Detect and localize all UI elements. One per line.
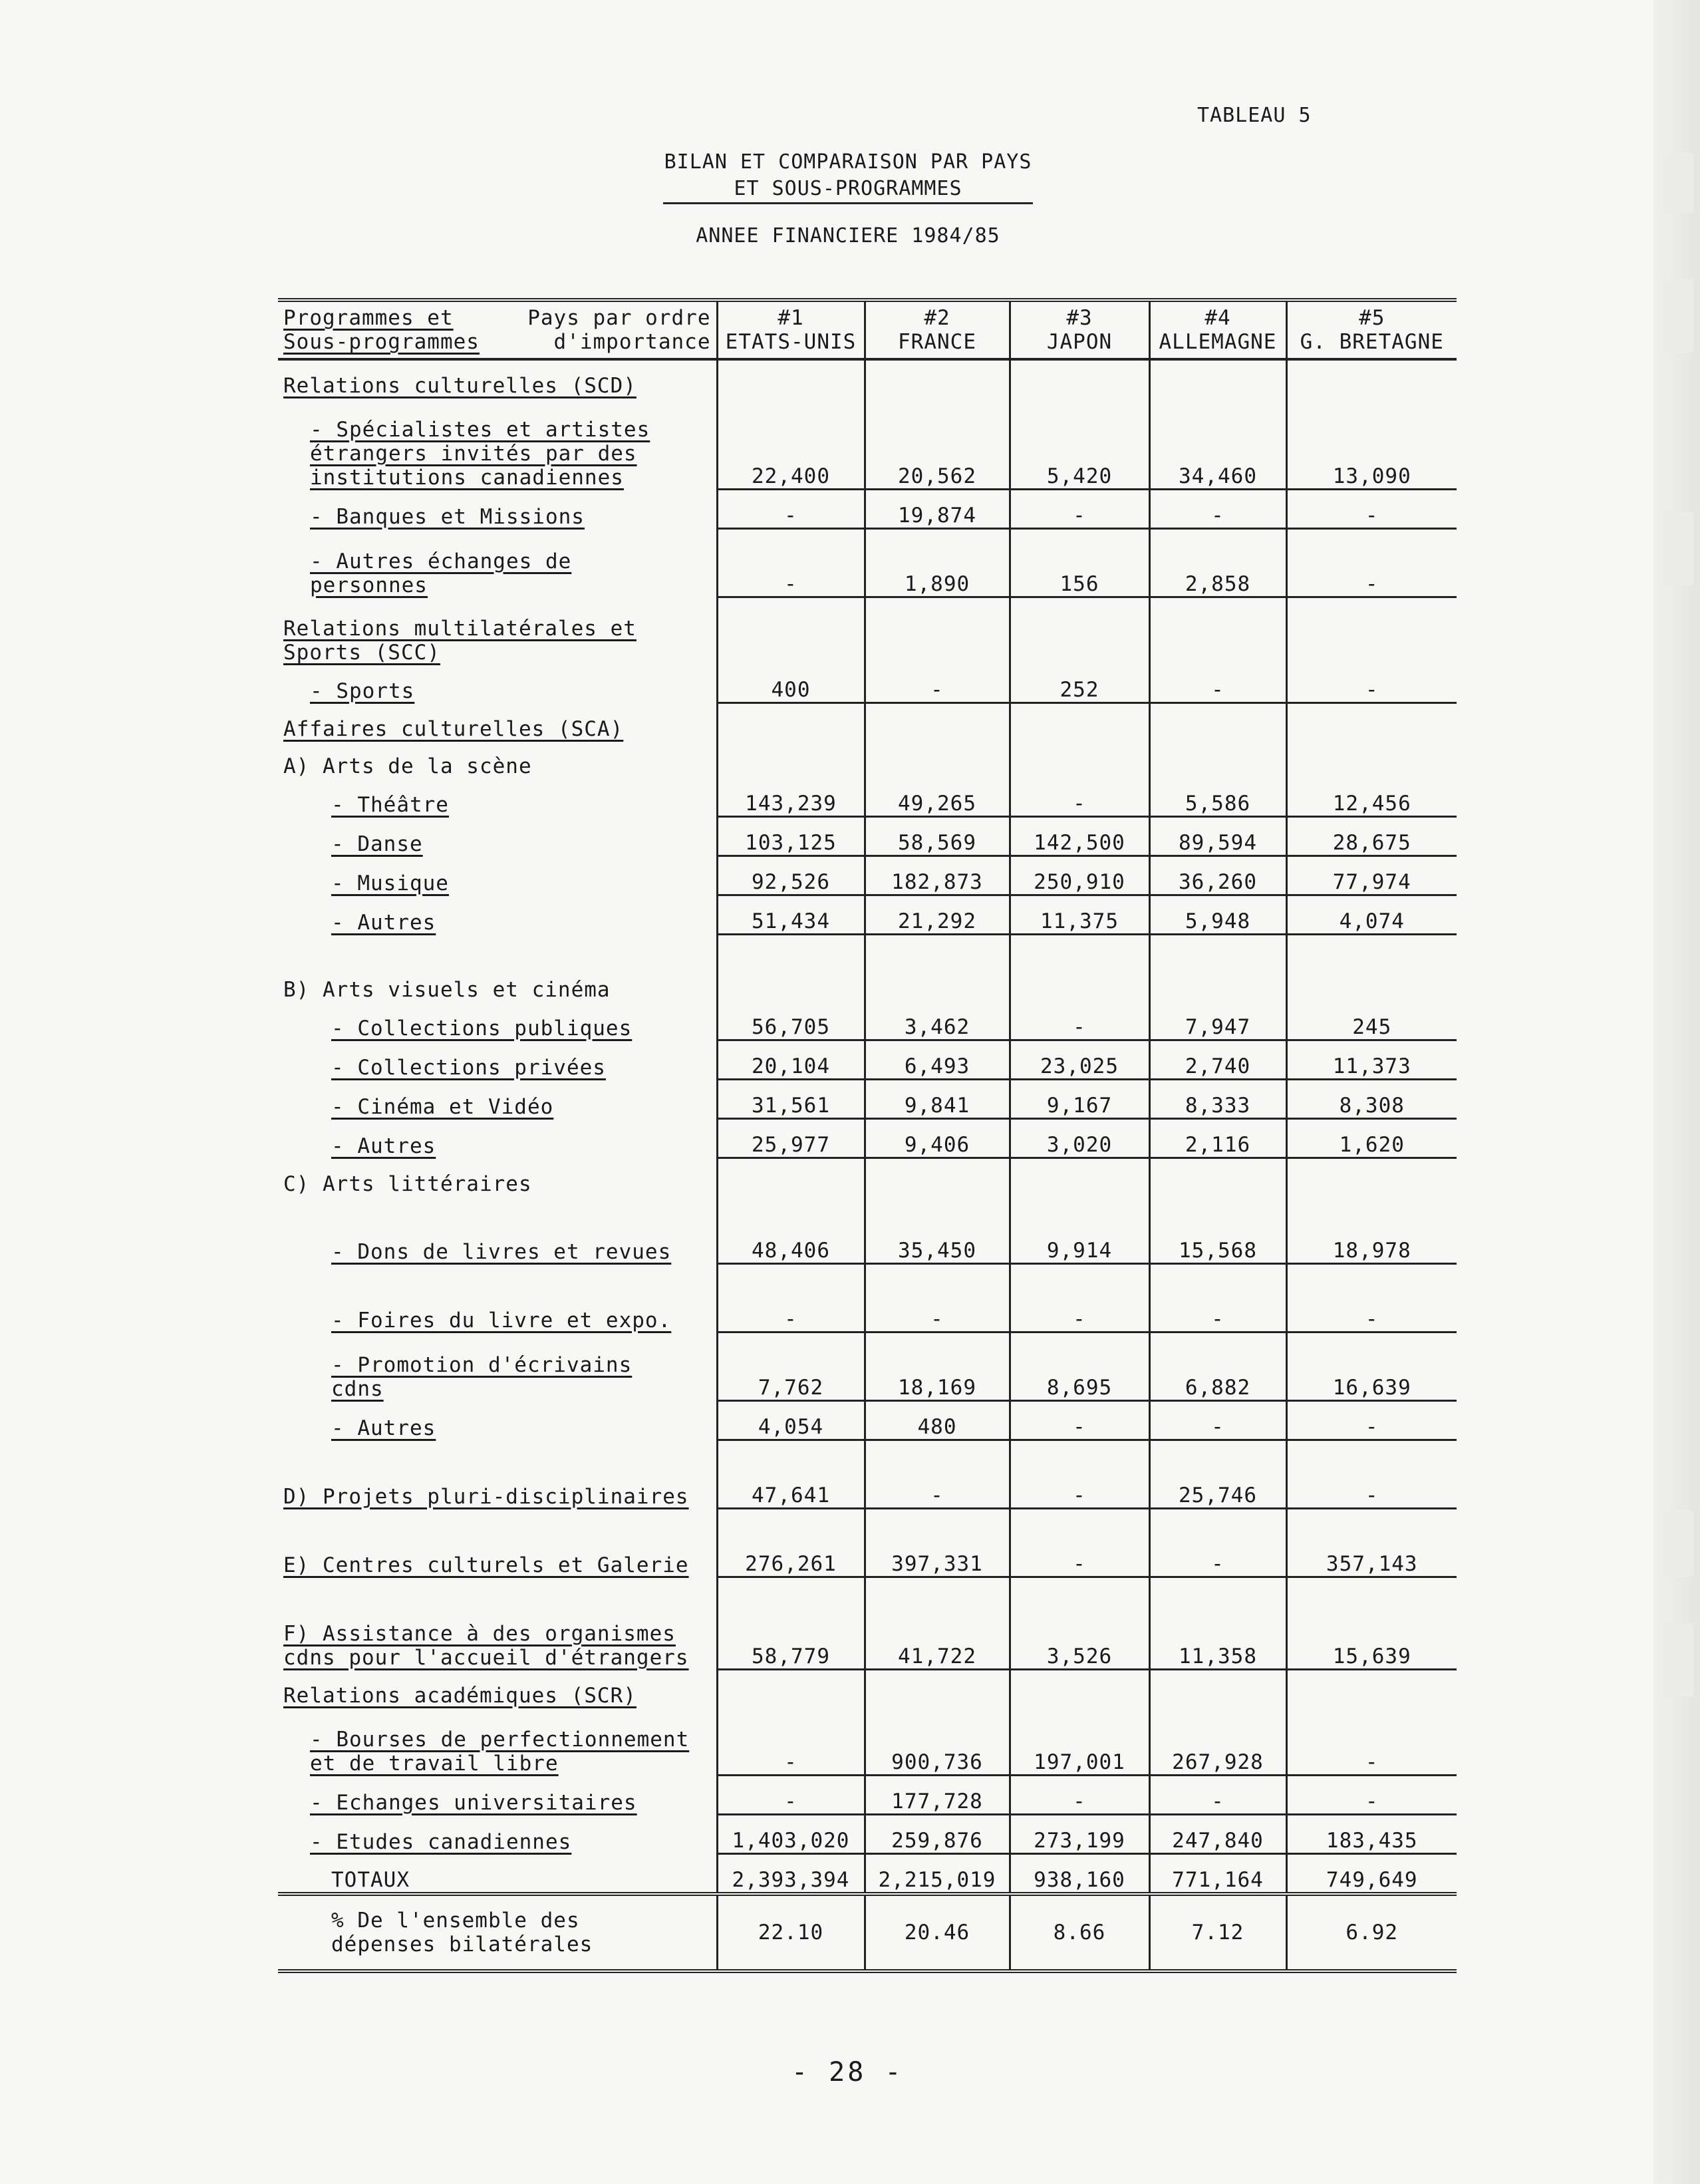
value-cell: - — [717, 1264, 865, 1332]
table-row — [278, 1854, 1457, 1895]
value-cell: 245 — [1286, 1002, 1457, 1040]
table-row — [278, 1040, 1457, 1080]
col-country: ETATS-UNIS — [725, 330, 857, 354]
value-cell: 5,948 — [1149, 895, 1286, 935]
value-cell: 51,434 — [717, 895, 865, 935]
table-row — [278, 1440, 1457, 1509]
header-col-4 — [1149, 300, 1286, 359]
header-col-2 — [865, 300, 1010, 359]
row-label: - Banques et Missions — [310, 504, 585, 529]
value-cell: 20,104 — [717, 1040, 865, 1080]
table-row — [278, 1264, 1457, 1332]
value-cell: - — [865, 1440, 1010, 1509]
row-label: B) Arts visuels et cinéma — [283, 978, 611, 1002]
col-rank: #1 — [778, 306, 804, 330]
value-cell: 9,167 — [1010, 1080, 1149, 1119]
value-cell — [865, 597, 1010, 665]
value-cell — [717, 741, 865, 778]
table-row — [278, 817, 1457, 856]
value-cell: - — [1286, 1440, 1457, 1509]
row-label-cell — [278, 1708, 717, 1776]
row-label: F) Assistance à des organismes cdns pour l'accueil d'étrangers — [283, 1621, 689, 1670]
value-cell: 3,526 — [1010, 1577, 1149, 1670]
header-programmes-label: Programmes et — [283, 306, 454, 330]
row-label: - Collections publiques — [331, 1016, 633, 1040]
title-line-2: ET SOUS-PROGRAMMES — [734, 177, 962, 200]
edge-mark — [1663, 1623, 1693, 1696]
value-cell: 357,143 — [1286, 1509, 1457, 1577]
row-label: - Cinéma et Vidéo — [331, 1094, 554, 1119]
row-label: - Etudes canadiennes — [310, 1829, 572, 1854]
value-cell: 20,562 — [865, 398, 1010, 490]
edge-mark — [1663, 153, 1693, 213]
header-importance-label: d'importance — [553, 330, 711, 354]
value-cell: 16,639 — [1286, 1332, 1457, 1401]
value-cell: 183,435 — [1286, 1815, 1457, 1854]
value-cell: 3,020 — [1010, 1119, 1149, 1158]
value-cell: 15,568 — [1149, 1196, 1286, 1264]
value-cell — [717, 1158, 865, 1197]
row-label-cell — [278, 1776, 717, 1815]
table-number: TABLEAU 5 — [1197, 104, 1312, 127]
value-cell: - — [1010, 1401, 1149, 1440]
value-cell: - — [1286, 529, 1457, 597]
value-cell: 267,928 — [1149, 1708, 1286, 1776]
value-cell: - — [1149, 1401, 1286, 1440]
table-row — [278, 1080, 1457, 1119]
value-cell: - — [1149, 490, 1286, 529]
value-cell — [1149, 1158, 1286, 1197]
fiscal-year: ANNEE FINANCIERE 1984/85 — [696, 224, 1000, 247]
value-cell: 3,462 — [865, 1002, 1010, 1040]
value-cell: 771,164 — [1149, 1854, 1286, 1895]
value-cell: 8,308 — [1286, 1080, 1457, 1119]
value-cell — [1286, 597, 1457, 665]
row-label-cell — [278, 741, 717, 778]
value-cell: 142,500 — [1010, 817, 1149, 856]
value-cell: 13,090 — [1286, 398, 1457, 490]
value-cell: - — [1286, 1401, 1457, 1440]
value-cell: 49,265 — [865, 778, 1010, 817]
value-cell: 273,199 — [1010, 1815, 1149, 1854]
value-cell — [1286, 935, 1457, 1003]
table-row — [278, 529, 1457, 597]
col-country: G. BRETAGNE — [1300, 330, 1444, 354]
col-country: JAPON — [1046, 330, 1113, 354]
value-cell: 35,450 — [865, 1196, 1010, 1264]
value-cell — [1010, 1670, 1149, 1708]
value-cell: 2,215,019 — [865, 1854, 1010, 1895]
row-label-cell — [278, 1332, 717, 1401]
table-row — [278, 398, 1457, 490]
row-label-cell — [278, 1509, 717, 1577]
value-cell: 89,594 — [1149, 817, 1286, 856]
row-label: - Bourses de perfectionnement et de travail libre — [310, 1727, 690, 1776]
value-cell: 6,882 — [1149, 1332, 1286, 1401]
value-cell: 247,840 — [1149, 1815, 1286, 1854]
row-label-cell — [278, 1080, 717, 1119]
value-cell — [865, 1670, 1010, 1708]
value-cell: 2,393,394 — [717, 1854, 865, 1895]
table-row — [278, 1332, 1457, 1401]
header-col-1 — [717, 300, 865, 359]
row-label: - Echanges universitaires — [310, 1790, 637, 1815]
row-label: % De l'ensemble des dépenses bilatérales — [331, 1909, 593, 1956]
row-label-cell — [278, 665, 717, 703]
row-label-cell — [278, 856, 717, 895]
value-cell: 143,239 — [717, 778, 865, 817]
row-label: - Autres — [331, 1134, 436, 1158]
value-cell — [1149, 359, 1286, 398]
value-cell: 2,740 — [1149, 1040, 1286, 1080]
value-cell: 31,561 — [717, 1080, 865, 1119]
value-cell: - — [1010, 490, 1149, 529]
value-cell: - — [1149, 1509, 1286, 1577]
value-cell: 5,420 — [1010, 398, 1149, 490]
row-label: TOTAUX — [331, 1868, 410, 1892]
value-cell: 177,728 — [865, 1776, 1010, 1815]
value-cell: 18,978 — [1286, 1196, 1457, 1264]
edge-mark — [1663, 1510, 1693, 1577]
row-label-cell — [278, 1894, 717, 1971]
value-cell — [1010, 703, 1149, 742]
value-cell: 58,569 — [865, 817, 1010, 856]
row-label-cell — [278, 1158, 717, 1197]
value-cell: 21,292 — [865, 895, 1010, 935]
value-cell: 22,400 — [717, 398, 865, 490]
value-cell: - — [1010, 778, 1149, 817]
row-label: Affaires culturelles (SCA) — [283, 717, 624, 741]
value-cell: 15,639 — [1286, 1577, 1457, 1670]
value-cell — [717, 703, 865, 742]
value-cell: 9,841 — [865, 1080, 1010, 1119]
value-cell: - — [1010, 1776, 1149, 1815]
edge-mark — [1663, 512, 1693, 585]
value-cell — [717, 597, 865, 665]
value-cell: 480 — [865, 1401, 1010, 1440]
document-title — [638, 149, 1058, 249]
value-cell — [865, 703, 1010, 742]
value-cell — [717, 1670, 865, 1708]
value-cell — [865, 1158, 1010, 1197]
value-cell: 400 — [717, 665, 865, 703]
value-cell: - — [1149, 1264, 1286, 1332]
row-label-cell — [278, 1577, 717, 1670]
value-cell: 4,074 — [1286, 895, 1457, 935]
value-cell — [1010, 359, 1149, 398]
value-cell: - — [1149, 665, 1286, 703]
table-header-row — [278, 300, 1457, 359]
row-label-cell — [278, 1815, 717, 1854]
row-label-cell — [278, 1119, 717, 1158]
row-label: Relations culturelles (SCD) — [283, 374, 637, 398]
value-cell: 7.12 — [1149, 1894, 1286, 1971]
value-cell: 77,974 — [1286, 856, 1457, 895]
row-label-cell — [278, 1854, 717, 1895]
value-cell: 58,779 — [717, 1577, 865, 1670]
value-cell: 92,526 — [717, 856, 865, 895]
value-cell — [1149, 703, 1286, 742]
value-cell: 7,762 — [717, 1332, 865, 1401]
value-cell: 56,705 — [717, 1002, 865, 1040]
value-cell: 11,358 — [1149, 1577, 1286, 1670]
value-cell: 11,375 — [1010, 895, 1149, 935]
value-cell — [865, 741, 1010, 778]
table-row — [278, 490, 1457, 529]
title-rule — [663, 202, 1033, 204]
table-row — [278, 1776, 1457, 1815]
table-row — [278, 741, 1457, 778]
row-label: - Sports — [310, 679, 415, 703]
value-cell — [1149, 597, 1286, 665]
value-cell: 8,333 — [1149, 1080, 1286, 1119]
header-pays-label: Pays par ordre — [527, 306, 711, 330]
value-cell: 28,675 — [1286, 817, 1457, 856]
value-cell: 18,169 — [865, 1332, 1010, 1401]
row-label: - Dons de livres et revues — [331, 1239, 672, 1264]
value-cell — [1286, 741, 1457, 778]
value-cell: 156 — [1010, 529, 1149, 597]
col-rank: #3 — [1066, 306, 1093, 330]
value-cell: - — [1286, 490, 1457, 529]
value-cell: 1,890 — [865, 529, 1010, 597]
row-label: C) Arts littéraires — [283, 1172, 532, 1196]
value-cell: 7,947 — [1149, 1002, 1286, 1040]
value-cell: 8,695 — [1010, 1332, 1149, 1401]
table-row — [278, 1002, 1457, 1040]
table-row — [278, 597, 1457, 665]
value-cell: 25,746 — [1149, 1440, 1286, 1509]
value-cell: 34,460 — [1149, 398, 1286, 490]
value-cell — [865, 359, 1010, 398]
value-cell: - — [1286, 1264, 1457, 1332]
col-rank: #5 — [1359, 306, 1385, 330]
value-cell — [1010, 1158, 1149, 1197]
value-cell: 900,736 — [865, 1708, 1010, 1776]
row-label-cell — [278, 398, 717, 490]
value-cell: 11,373 — [1286, 1040, 1457, 1080]
row-label-cell — [278, 1440, 717, 1509]
page-number: - 28 - — [791, 2057, 904, 2088]
value-cell: 23,025 — [1010, 1040, 1149, 1080]
value-cell: - — [1286, 1708, 1457, 1776]
title-line-1: BILAN ET COMPARAISON PAR PAYS — [664, 150, 1032, 174]
row-label-cell — [278, 895, 717, 935]
value-cell: 182,873 — [865, 856, 1010, 895]
row-label: - Foires du livre et expo. — [331, 1308, 672, 1332]
value-cell: 19,874 — [865, 490, 1010, 529]
value-cell — [717, 935, 865, 1003]
table-row — [278, 778, 1457, 817]
value-cell — [1149, 1670, 1286, 1708]
row-label: Relations multilatérales et Sports (SCC) — [283, 617, 637, 665]
value-cell: - — [717, 529, 865, 597]
value-cell: 22.10 — [717, 1894, 865, 1971]
row-label: - Autres échanges de personnes — [310, 549, 572, 597]
value-cell: 48,406 — [717, 1196, 865, 1264]
row-label: A) Arts de la scène — [283, 754, 532, 778]
value-cell: 1,620 — [1286, 1119, 1457, 1158]
value-cell: 2,116 — [1149, 1119, 1286, 1158]
table-row — [278, 1509, 1457, 1577]
row-label-cell — [278, 1264, 717, 1332]
value-cell: 259,876 — [865, 1815, 1010, 1854]
row-label: - Autres — [331, 1416, 436, 1440]
value-cell: - — [865, 665, 1010, 703]
table-row — [278, 665, 1457, 703]
row-label: D) Projets pluri-disciplinaires — [283, 1484, 689, 1509]
value-cell — [865, 935, 1010, 1003]
value-cell: - — [1286, 1776, 1457, 1815]
value-cell: 252 — [1010, 665, 1149, 703]
value-cell: 938,160 — [1010, 1854, 1149, 1895]
table-row — [278, 703, 1457, 742]
value-cell: - — [1010, 1002, 1149, 1040]
table-row — [278, 1894, 1457, 1971]
value-cell — [1010, 935, 1149, 1003]
value-cell: 4,054 — [717, 1401, 865, 1440]
row-label-cell — [278, 1196, 717, 1264]
edge-mark — [1663, 279, 1693, 353]
row-label: E) Centres culturels et Galerie — [283, 1553, 689, 1577]
value-cell: - — [865, 1264, 1010, 1332]
row-label-cell — [278, 597, 717, 665]
value-cell: - — [717, 1776, 865, 1815]
value-cell — [1286, 359, 1457, 398]
value-cell: 41,722 — [865, 1577, 1010, 1670]
value-cell: - — [1010, 1440, 1149, 1509]
table-row — [278, 935, 1457, 1003]
row-label: - Spécialistes et artistes étrangers invités par des institutions canadiennes — [310, 417, 650, 490]
value-cell — [1010, 597, 1149, 665]
col-rank: #4 — [1204, 306, 1231, 330]
value-cell: - — [717, 490, 865, 529]
row-label-cell — [278, 1401, 717, 1440]
header-col-3 — [1010, 300, 1149, 359]
row-label-cell — [278, 703, 717, 742]
col-country: FRANCE — [898, 330, 976, 354]
value-cell — [1286, 1158, 1457, 1197]
row-label-cell — [278, 1670, 717, 1708]
table-row — [278, 1119, 1457, 1158]
row-label-cell — [278, 817, 717, 856]
table-row — [278, 1401, 1457, 1440]
value-cell — [1286, 1670, 1457, 1708]
value-cell: 8.66 — [1010, 1894, 1149, 1971]
row-label-cell — [278, 1040, 717, 1080]
table-row — [278, 1708, 1457, 1776]
row-label: - Collections privées — [331, 1055, 606, 1080]
row-label: - Danse — [331, 832, 423, 856]
row-label: - Théâtre — [331, 792, 449, 817]
value-cell: 1,403,020 — [717, 1815, 865, 1854]
value-cell: 9,406 — [865, 1119, 1010, 1158]
table-row — [278, 359, 1457, 398]
col-rank: #2 — [924, 306, 950, 330]
value-cell: - — [1149, 1776, 1286, 1815]
table-row — [278, 1577, 1457, 1670]
value-cell — [1149, 935, 1286, 1003]
row-label-cell — [278, 529, 717, 597]
value-cell: 25,977 — [717, 1119, 865, 1158]
header-label-cell — [278, 300, 717, 359]
row-label-cell — [278, 1002, 717, 1040]
table-row — [278, 1196, 1457, 1264]
value-cell: 276,261 — [717, 1509, 865, 1577]
value-cell: 47,641 — [717, 1440, 865, 1509]
value-cell: 36,260 — [1149, 856, 1286, 895]
value-cell: 5,586 — [1149, 778, 1286, 817]
table-row — [278, 1670, 1457, 1708]
value-cell: 749,649 — [1286, 1854, 1457, 1895]
row-label: Relations académiques (SCR) — [283, 1684, 637, 1708]
value-cell: - — [717, 1708, 865, 1776]
row-label-cell — [278, 490, 717, 529]
value-cell: 20.46 — [865, 1894, 1010, 1971]
row-label: - Musique — [331, 871, 449, 895]
row-label: - Promotion d'écrivains cdns — [331, 1352, 633, 1401]
value-cell: 6,493 — [865, 1040, 1010, 1080]
row-label-cell — [278, 935, 717, 1003]
value-cell: 12,456 — [1286, 778, 1457, 817]
value-cell: 103,125 — [717, 817, 865, 856]
table-row — [278, 1815, 1457, 1854]
row-label-cell — [278, 359, 717, 398]
row-label-cell — [278, 778, 717, 817]
header-col-5 — [1286, 300, 1457, 359]
value-cell: - — [1010, 1264, 1149, 1332]
value-cell — [1149, 741, 1286, 778]
value-cell: 197,001 — [1010, 1708, 1149, 1776]
table-row — [278, 856, 1457, 895]
table-row — [278, 1158, 1457, 1197]
value-cell: - — [1286, 665, 1457, 703]
value-cell: 6.92 — [1286, 1894, 1457, 1971]
value-cell — [1010, 741, 1149, 778]
value-cell: - — [1010, 1509, 1149, 1577]
value-cell — [1286, 703, 1457, 742]
row-label: - Autres — [331, 910, 436, 935]
value-cell: 397,331 — [865, 1509, 1010, 1577]
table-row — [278, 895, 1457, 935]
value-cell — [717, 359, 865, 398]
comparison-table — [278, 298, 1457, 1973]
value-cell: 9,914 — [1010, 1196, 1149, 1264]
header-sous-programmes-label: Sous-programmes — [283, 330, 480, 354]
value-cell: 250,910 — [1010, 856, 1149, 895]
col-country: ALLEMAGNE — [1159, 330, 1277, 354]
value-cell: 2,858 — [1149, 529, 1286, 597]
